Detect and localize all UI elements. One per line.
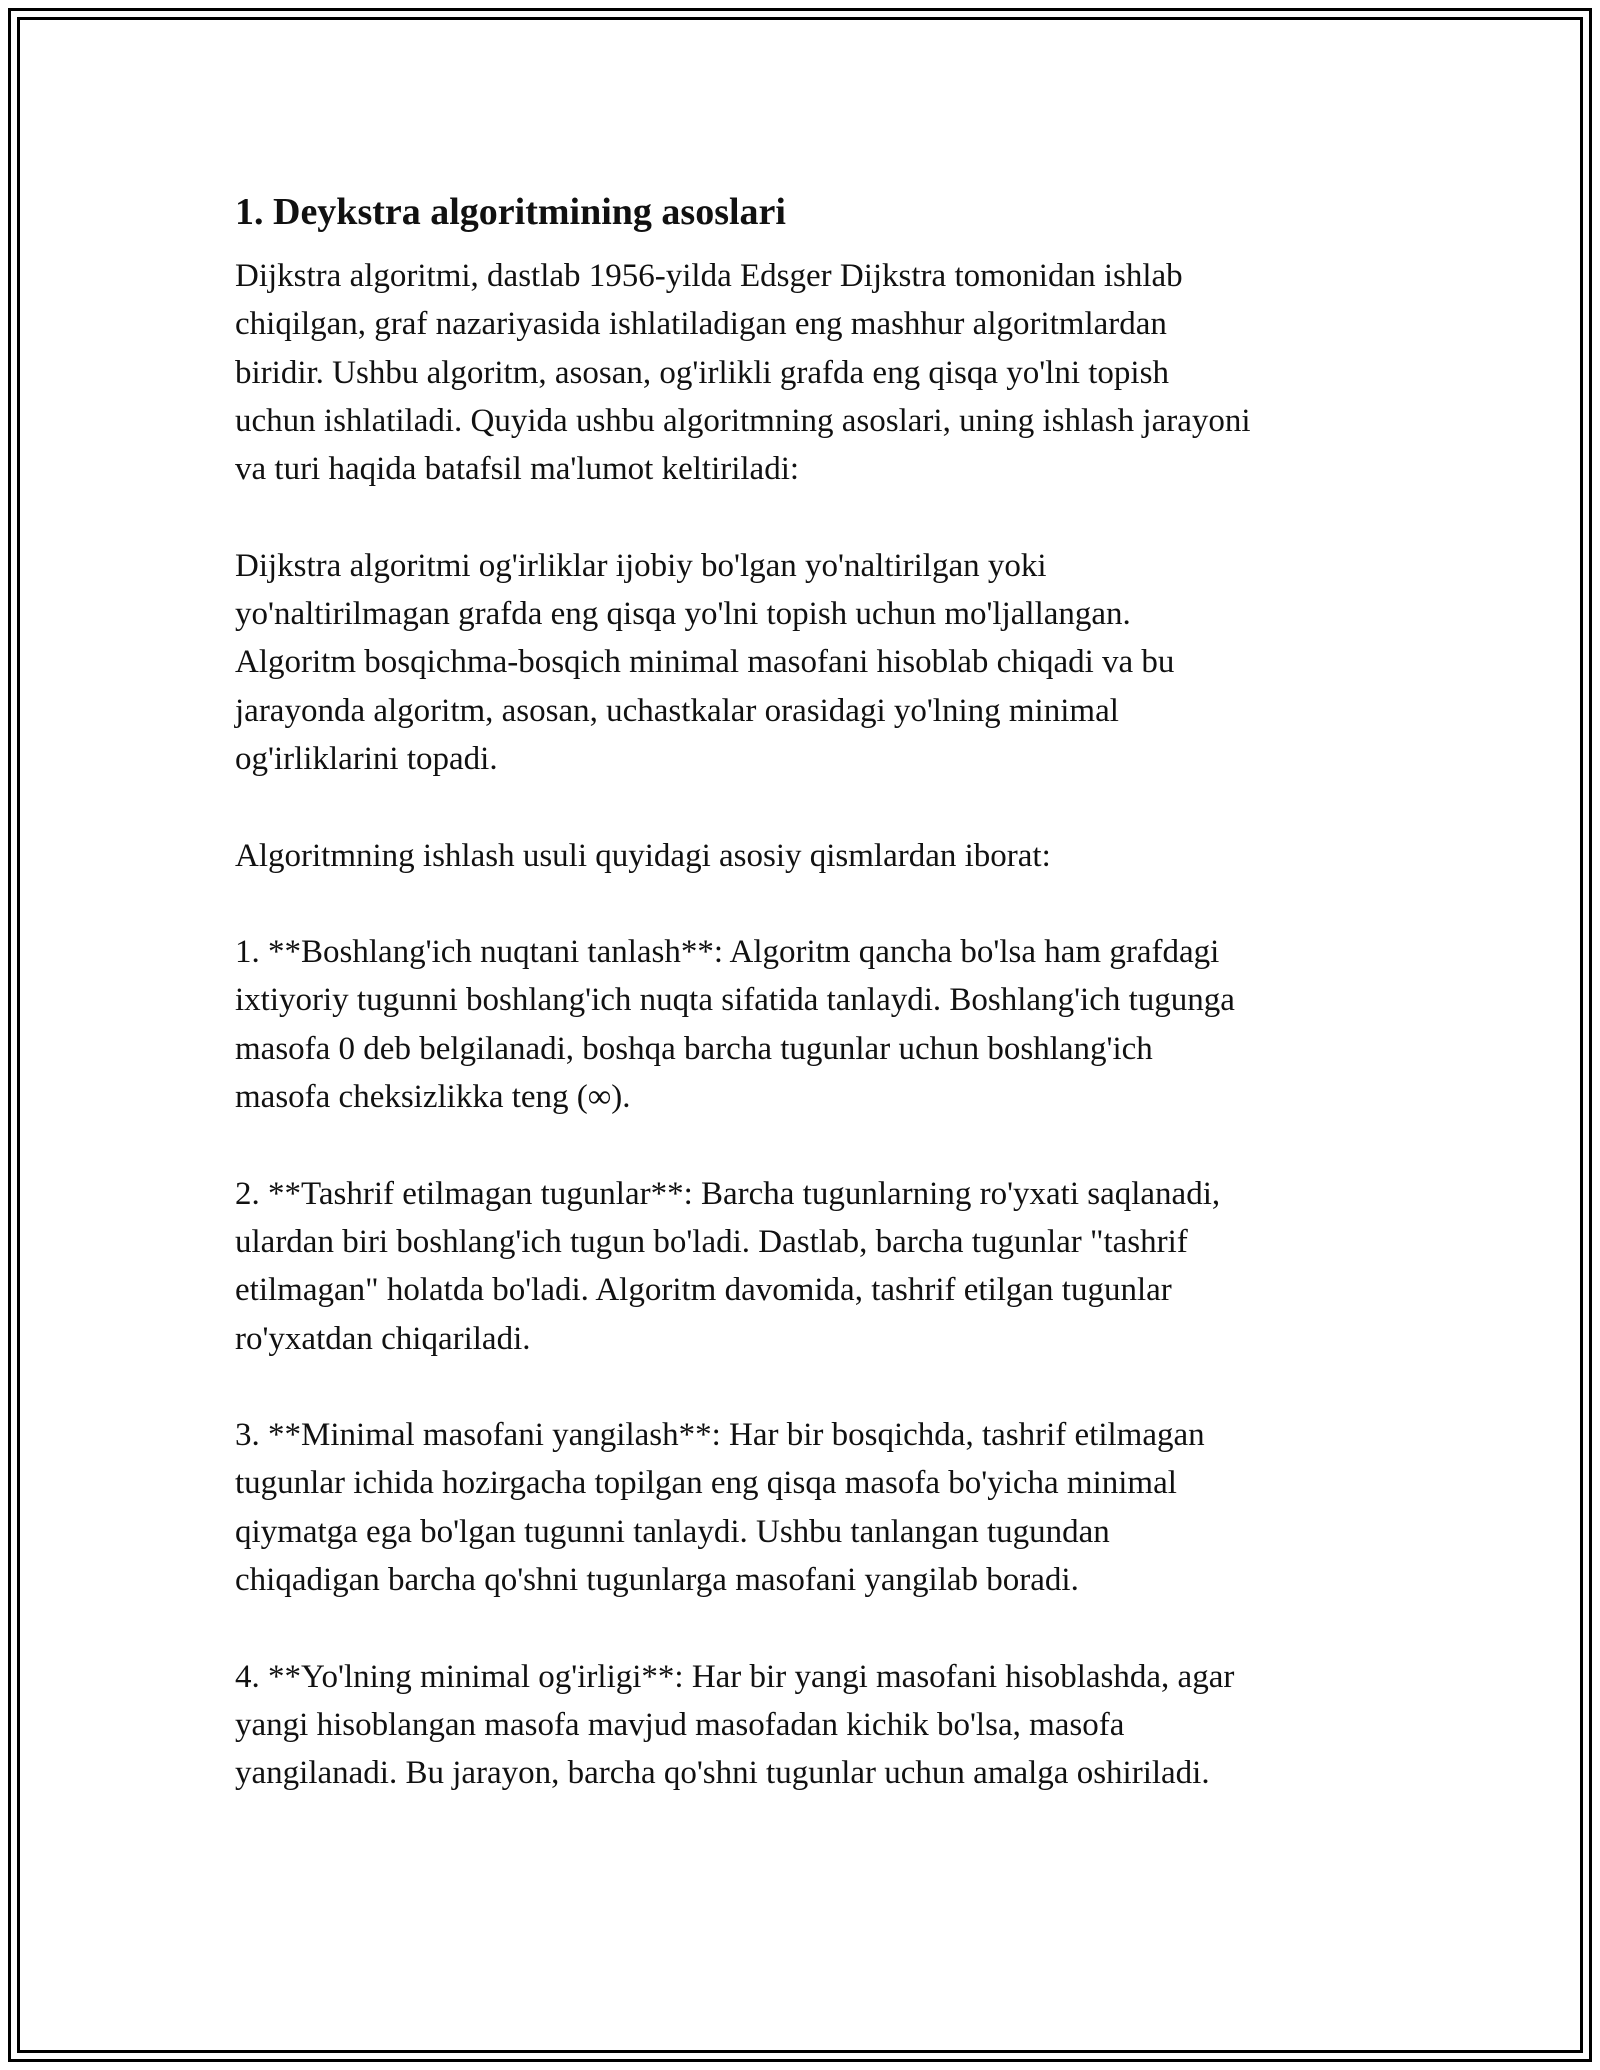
step-2-paragraph: 2. **Tashrif etilmagan tugunlar**: Barcha tugunlarning ro'yxati saqlanadi, ulardan biri boshlang'ich tugun bo'ladi. Dastlab, barcha tugunlar "tashrif etilmagan" holatda bo'ladi. Algoritm davomida, tashrif etilgan tugunlar ro'yxatdan chiqariladi. — [235, 1175, 1221, 1357]
step-1-paragraph: 1. **Boshlang'ich nuqtani tanlash**: Algoritm qancha bo'lsa ham grafdagi ixtiyoriy tugunni boshlang'ich nuqta sifatida tanlaydi. Boshlang'ich tugunga masofa 0 deb belgilanadi, boshqa barcha tugunlar uchun boshlang'ich masofa cheksizlikka teng (∞). — [235, 934, 1235, 1116]
description-paragraph: Dijkstra algoritmi og'irliklar ijobiy bo'lgan yo'naltirilgan yoki yo'naltirilmagan grafda eng qisqa yo'lni topish uchun mo'ljallangan. Algoritm bosqichma-bosqich minimal masofani hisoblab chiqadi va bu jarayonda algoritm, asosan, uchastkalar orasidagi yo'lning minimal og'irliklarini topadi. — [235, 547, 1175, 777]
intro-paragraph: Dijkstra algoritmi, dastlab 1956-yilda Edsger Dijkstra tomonidan ishlab chiqilgan, graf nazariyasida ishlatiladigan eng mashhur algoritmlardan biridir. Ushbu algoritm, asosan, og'irlikli grafda eng qisqa yo'lni topish uchun ishlatiladi. Quyida ushbu algoritmning asoslari, uning ishlash jarayoni va turi haqida batafsil ma'lumot keltiriladi: — [235, 258, 1251, 488]
step-4-paragraph: 4. **Yo'lning minimal og'irligi**: Har bir yangi masofani hisoblashda, agar yangi hisoblangan masofa mavjud masofadan kichik bo'lsa, masofa yangilanadi. Bu jarayon, barcha qo'shni tugunlar uchun amalga oshiriladi. — [235, 1658, 1235, 1792]
steps-intro-paragraph: Algoritmning ishlash usuli quyidagi asosiy qismlardan iborat: — [235, 837, 1051, 874]
section-heading: 1. Deykstra algoritmining asoslari — [235, 191, 786, 233]
document-body — [235, 186, 1385, 1798]
step-3-paragraph: 3. **Minimal masofani yangilash**: Har bir bosqichda, tashrif etilmagan tugunlar ichida hozirgacha topilgan eng qisqa masofa bo'yicha minimal qiymatga ega bo'lgan tugunni tanlaydi. Ushbu tanlangan tugundan chiqadigan barcha qo'shni tugunlarga masofani yangilab boradi. — [235, 1417, 1205, 1599]
